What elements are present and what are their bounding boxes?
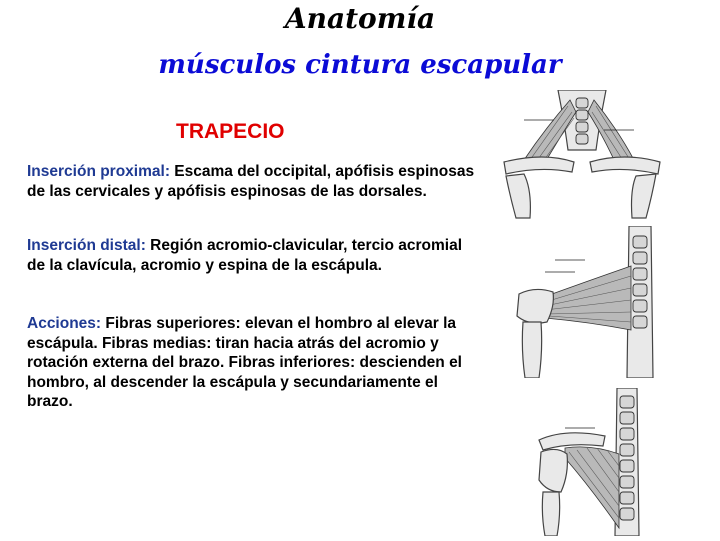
actions-paragraph [27,314,477,412]
actions-text: Fibras superiores: elevan el hombro al elevar la escápula. Fibras medias: tiran hacia atrás del acromio y rotación externa del brazo. Fibras inferiores: descienden el hombro, al descender la escápula y secundariamente el brazo. [27,315,462,410]
proximal-insertion-paragraph [27,162,477,201]
middle-trapezius-illustration [505,226,683,378]
page-title: Anatomía [284,2,436,35]
upper-trapezius-illustration [484,90,680,220]
distal-insertion-text: Región acromio-clavicular, tercio acromial de la clavícula, acromio y espina de la escápula. [27,237,463,274]
distal-insertion-paragraph [27,236,477,275]
page-subtitle: músculos cintura escapular [158,50,562,80]
proximal-insertion-label: Inserción proximal: [27,163,170,180]
section-heading: TRAPECIO [176,120,285,143]
actions-label: Acciones: [27,315,102,332]
distal-insertion-label: Inserción distal: [27,237,146,254]
proximal-insertion-text: Escama del occipital, apófisis espinosas de las cervicales y apófisis espinosas de las dorsales. [27,163,475,200]
lower-trapezius-illustration [535,388,703,536]
